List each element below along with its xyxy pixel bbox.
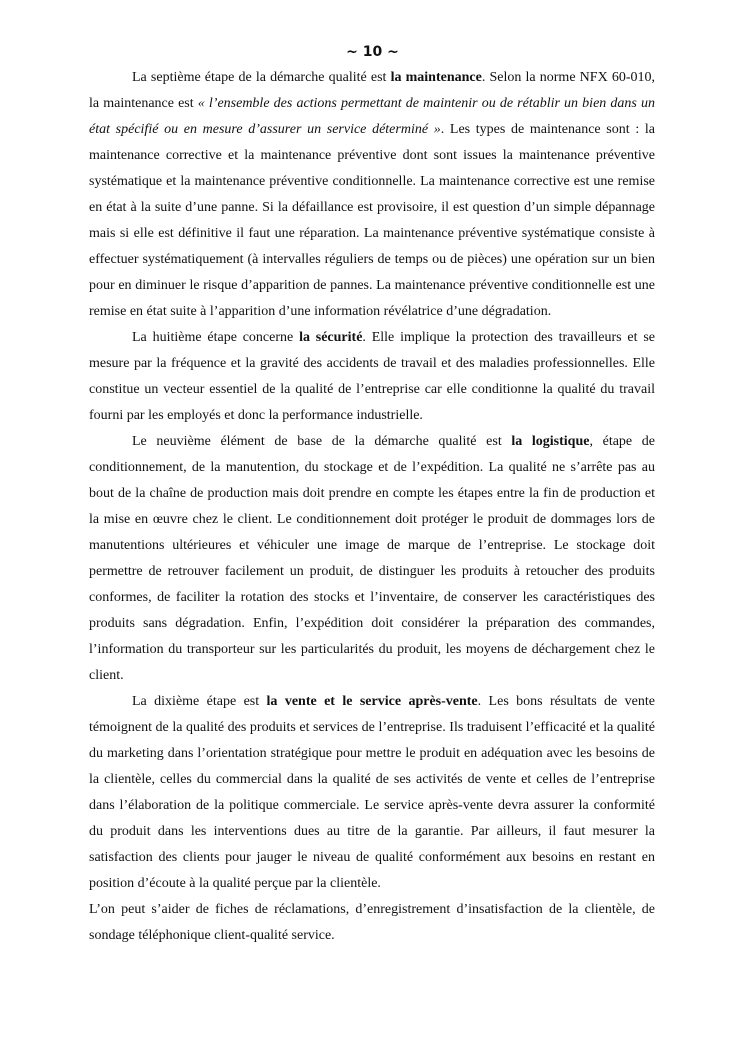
paragraph-logistique [89, 429, 655, 689]
page-number: ~ 10 ~ [346, 44, 399, 60]
text-run: La septième étape de la démarche qualité est [132, 70, 391, 85]
paragraph-securite [89, 325, 655, 429]
text-run: La dixième étape est [132, 694, 267, 709]
keyword-vente-service: la vente et le service après-vente [266, 694, 478, 709]
paragraph-maintenance [89, 65, 655, 325]
body-text [89, 65, 655, 949]
text-run: . Les bons résultats de vente témoignent de la qualité des produits et services de l’entreprise. Ils traduisent l’efficacité et la qualité du marketing dans l’orientation stratégique pour mettre le produit en adéquation avec les besoins de la clientèle, celles du commercial dans la qualité de ses activités de vente et celles de l’entreprise dans l’élaboration de la politique commerciale. Le service après-vente devra assurer la conformité du produit dans les interventions dues au titre de la garantie. Par ailleurs, il faut mesurer la satisfaction des clients pour jauger le niveau de qualité conformément aux besoins en restant en position d’écoute à la qualité perçue par la clientèle. [89, 694, 655, 891]
text-run: . Selon la norme NFX 60-010, la maintenance est [89, 70, 655, 111]
text-run: L’on peut s’aider de fiches de réclamations, d’enregistrement d’insatisfaction de la clientèle, de sondage téléphonique client-qualité service. [89, 902, 655, 943]
paragraph-vente [89, 689, 655, 897]
text-run: , étape de conditionnement, de la manutention, du stockage et de l’expédition. La qualité ne s’arrête pas au bout de la chaîne de production mais doit prendre en compte les étapes entre la fin de production et la mise en œuvre chez le client. Le conditionnement doit protéger le produit de dommages lors de manutentions ultérieures et véhiculer une image de marque de l’entreprise. Le stockage doit permettre de retrouver facilement un produit, de distinguer les produits à retoucher des produits conformes, de faciliter la rotation des stocks et l’inventaire, de conserver les caractéristiques des produits sans dégradation. Enfin, l’expédition doit considérer la préparation des commandes, l’information du transporteur sur les particularités du produit, les moyens de déchargement chez le client. [89, 434, 655, 683]
keyword-securite: la sécurité [299, 330, 363, 345]
keyword-logistique: la logistique [511, 434, 590, 449]
text-run: . Elle implique la protection des travailleurs et se mesure par la fréquence et la gravité des accidents de travail et des maladies professionnelles. Elle constitue un vecteur essentiel de la qualité de l’entreprise car elle conditionne la qualité du travail fourni par les employés et donc la performance industrielle. [89, 330, 655, 423]
text-run: Le neuvième élément de base de la démarche qualité est [132, 434, 512, 449]
text-run: La huitième étape concerne [132, 330, 300, 345]
keyword-maintenance: la maintenance [390, 70, 482, 85]
quote-definition: « l’ensemble des actions permettant de maintenir ou de rétablir un bien dans un état spécifié ou en mesure d’assurer un service déterminé » [89, 96, 655, 137]
text-run: . Les types de maintenance sont : la maintenance corrective et la maintenance préventive dont sont issues la maintenance préventive systématique et la maintenance préventive conditionnelle. La maintenance corrective est une remise en état à la suite d’une panne. Si la défaillance est provisoire, il est question d’un simple dépannage mais si elle est définitive il faut une réparation. La maintenance préventive systématique consiste à effectuer systématiquement (à intervalles réguliers de temps ou de pièces) une opération sur un bien pour en diminuer le risque d’apparition de pannes. La maintenance préventive conditionnelle est une remise en état suite à l’apparition d’une information révélatrice d’une dégradation. [89, 122, 655, 319]
paragraph-conclusion [89, 897, 655, 949]
